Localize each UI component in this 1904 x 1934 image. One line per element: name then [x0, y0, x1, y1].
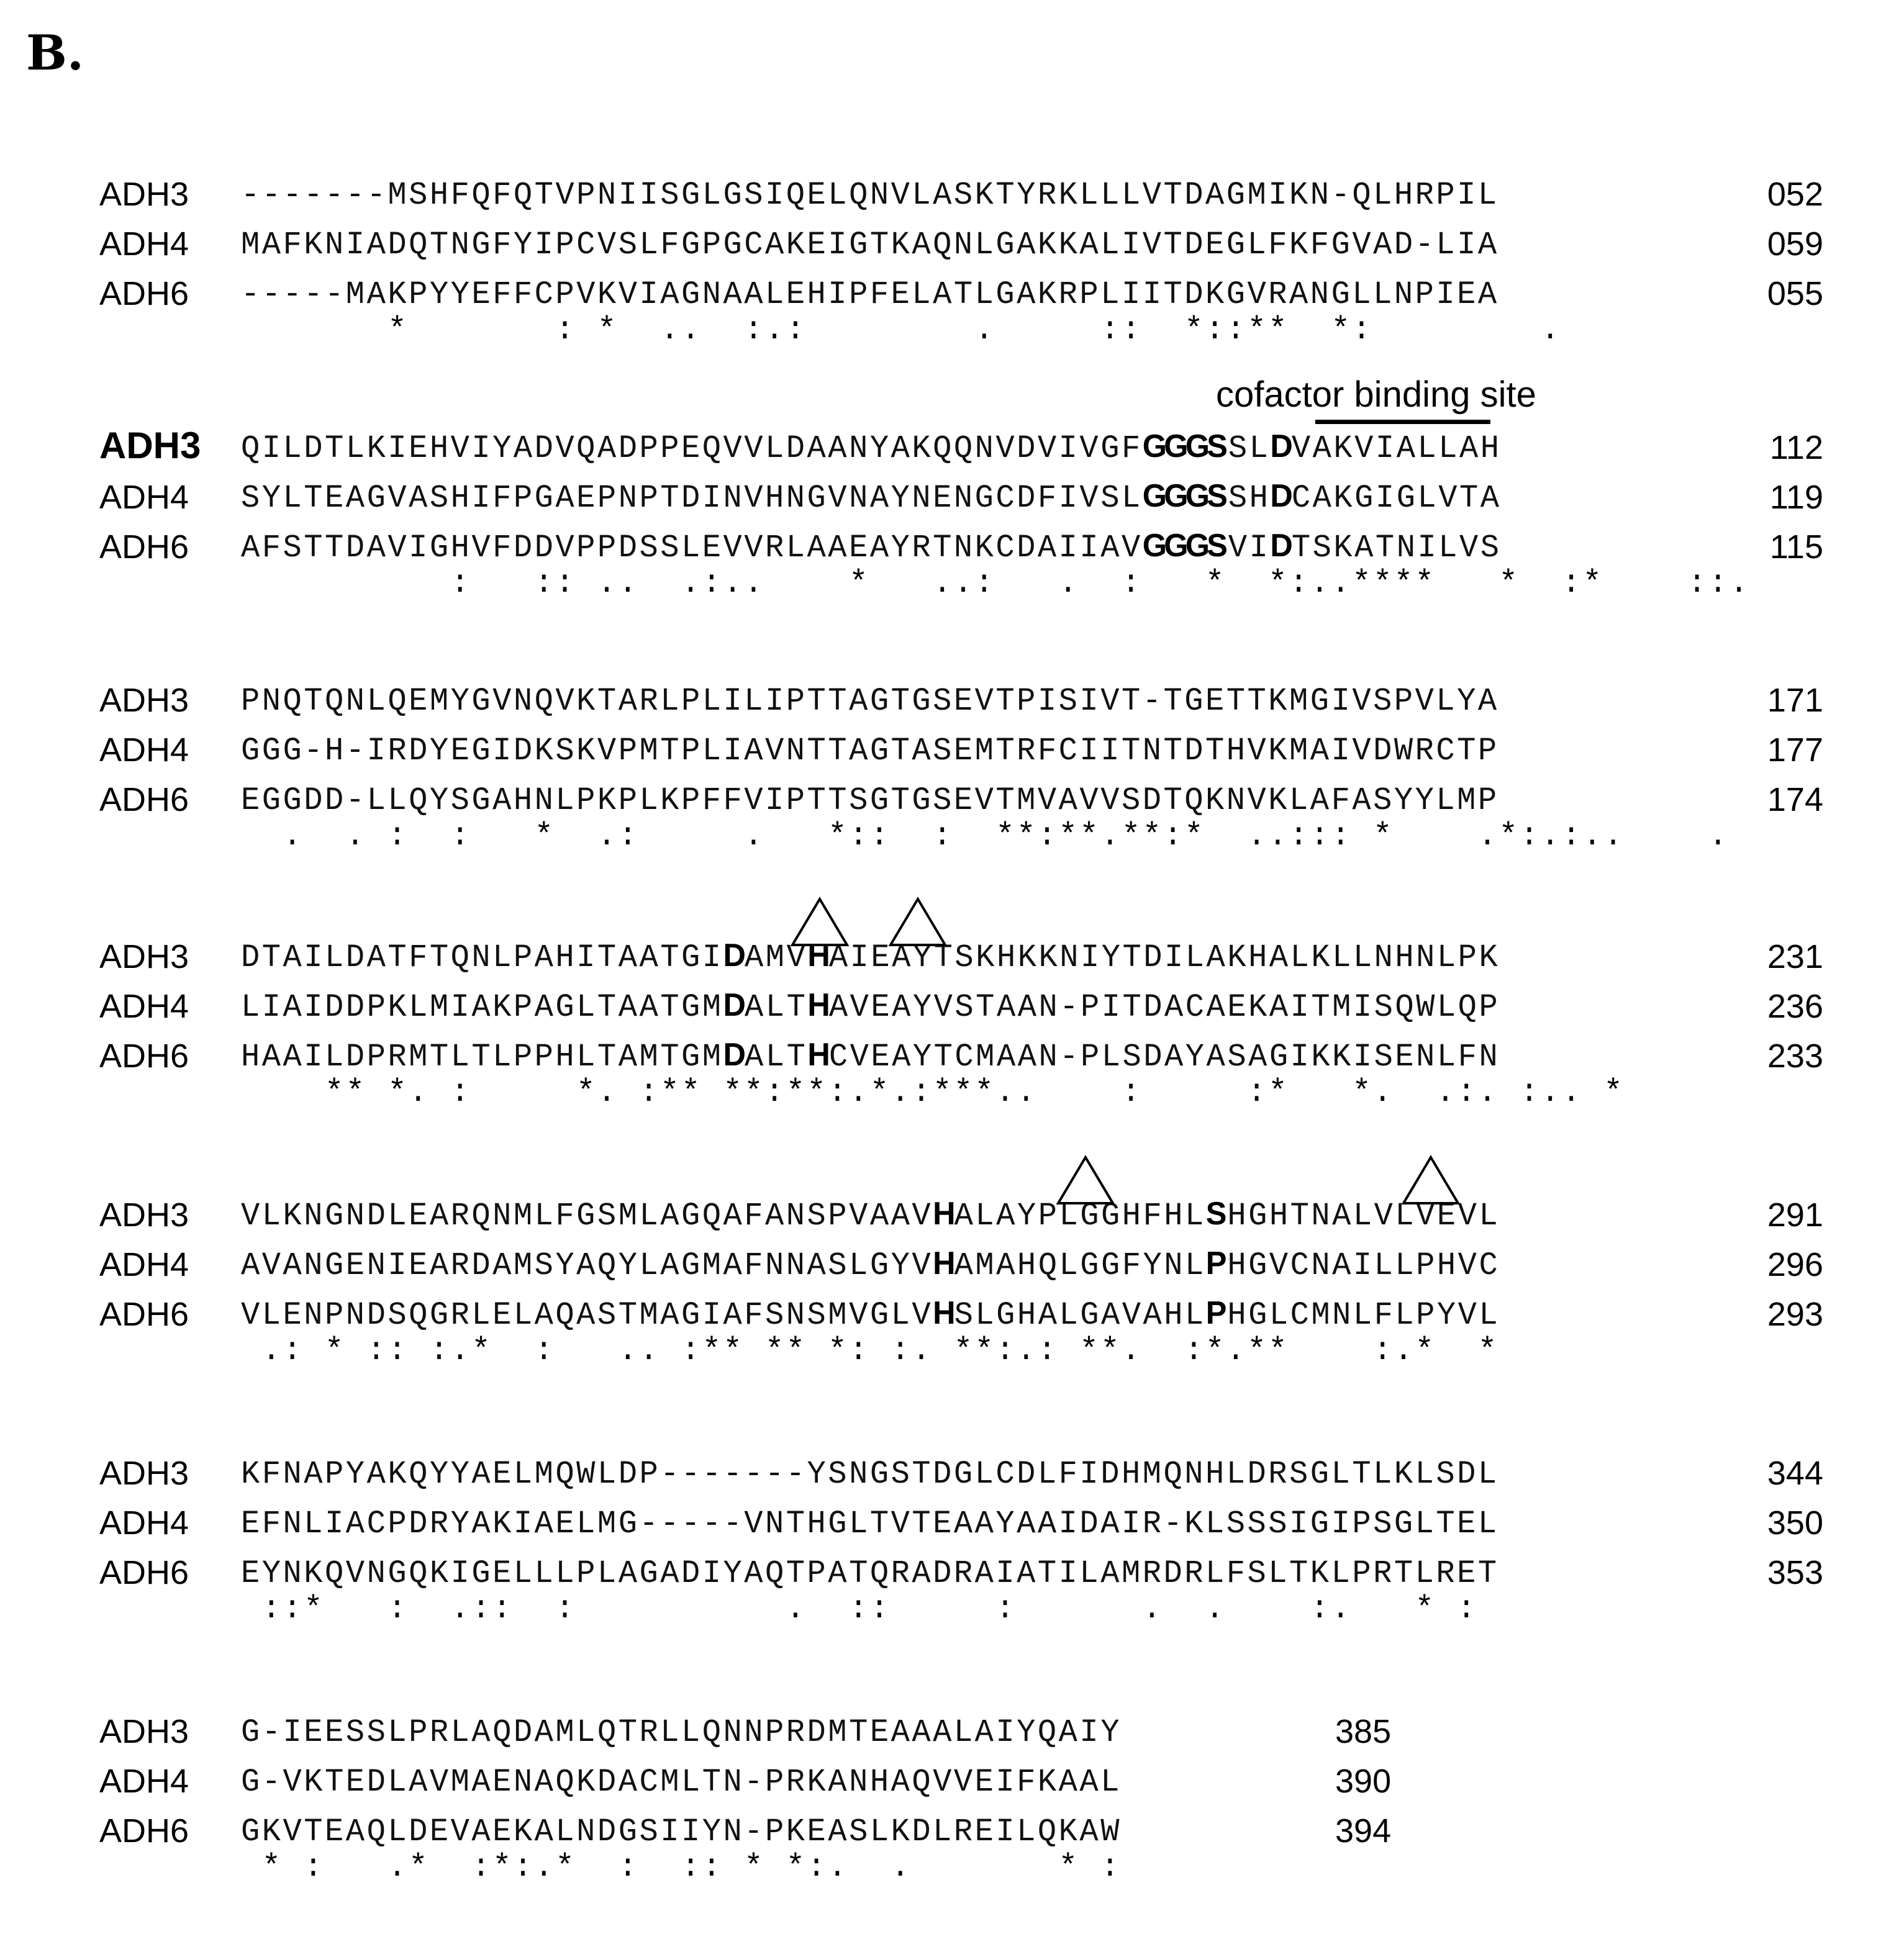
sequence-name: ADH6	[99, 1812, 189, 1850]
residue-position: 231	[1767, 938, 1823, 975]
alignment-row	[0, 723, 1904, 773]
residue-position: 296	[1767, 1246, 1823, 1283]
sequence-name: ADH6	[99, 1554, 189, 1591]
sequence-name: ADH6	[99, 1296, 189, 1333]
active-site-marker-h3	[1401, 1155, 1461, 1206]
sequence-residues: -------MSHFQFQTVPNIISGLGSIQELQNVLASKTYRKLLLVTDAGMIKN-QLHRPIL	[241, 177, 1499, 214]
alignment-row	[0, 773, 1904, 823]
alignment-row	[0, 1546, 1904, 1596]
sequence-residues: SYLTEAGVASHIFPGAEPNPTDINVHNGVNAYNENGCDFIVSLGGGSSHDCAKGIGLVTA	[241, 478, 1502, 517]
sequence-residues: GKVTEAQLDEVAEKALNDGSIIYN-PKEASLKDLREILQKAW	[241, 1814, 1122, 1850]
residue-position: 112	[1769, 429, 1823, 466]
residue-position: 390	[1335, 1763, 1392, 1800]
sequence-residues: G-IEESSLPRLAQDAMLQTRLLQNNPRDMTEAAALAIYQAIY	[241, 1714, 1122, 1751]
residue-position: 174	[1767, 781, 1823, 818]
sequence-name: ADH3	[99, 1713, 189, 1750]
residue-position: 055	[1767, 275, 1823, 312]
panel-label: B.	[26, 25, 84, 81]
sequence-name: ADH4	[99, 988, 189, 1025]
residue-position: 353	[1767, 1554, 1823, 1591]
consensus-line: .: * :: :.* : .. :** ** *: :. **:.: **. :*.** :.* *	[241, 1332, 1499, 1369]
consensus-line: * : .* :*:.* : :: * *:. . * :	[241, 1849, 1122, 1886]
alignment-row	[0, 421, 1904, 471]
sequence-name: ADH3	[99, 425, 201, 466]
residue-position: 115	[1769, 528, 1823, 566]
sequence-name: ADH6	[99, 275, 189, 312]
sequence-residues: EYNKQVNGQKIGELLLPLAGADIYAQTPATQRADRAIATILAMRDRLFSLTKLPRTLRET	[241, 1555, 1499, 1592]
sequence-residues: EFNLIACPDRYAKIAELMG-----VNTHGLTVTEAAYAAIDAIR-KLSSSIGIPSGLTEL	[241, 1506, 1499, 1542]
sequence-name: ADH3	[99, 1196, 189, 1234]
sequence-name: ADH4	[99, 479, 189, 516]
residue-position: 177	[1767, 731, 1823, 769]
residue-position: 394	[1335, 1812, 1392, 1850]
alignment-row	[0, 1705, 1904, 1755]
sequence-residues: DTAILDATFTQNLPAHITAATGIDAMVHAIEAYTSKHKKNIYTDILAKHALKLLNHNLPK	[241, 938, 1500, 976]
alignment-row	[0, 217, 1904, 267]
alignment-row	[0, 1238, 1904, 1288]
alignment-row	[0, 520, 1904, 570]
sequence-name: ADH4	[99, 225, 189, 263]
residue-position: 171	[1767, 682, 1823, 719]
sequence-name: ADH6	[99, 1037, 189, 1075]
alignment-row	[0, 930, 1904, 980]
active-site-marker-h1	[888, 897, 948, 947]
residue-position: 344	[1767, 1455, 1823, 1492]
residue-position: 293	[1767, 1296, 1823, 1333]
sequence-residues: QILDTLKIEHVIYADVQADPPEQVVLDAANYAKQQNVDVIVGFGGGSSLDVAKVIALLAH	[241, 428, 1502, 467]
alignment-row	[0, 1804, 1904, 1854]
cofactor-binding-site-label: cofactor binding site	[1216, 374, 1536, 415]
alignment-row	[0, 1447, 1904, 1496]
sequence-residues: G-VKTEDLAVMAENAQKDACMLTN-PRKANHAQVVEIFKAAL	[241, 1764, 1122, 1801]
sequence-name: ADH3	[99, 176, 189, 213]
alignment-row	[0, 1755, 1904, 1804]
sequence-name: ADH6	[99, 781, 189, 818]
consensus-line: ::* : .:: : . :: : . . :. * :	[241, 1591, 1478, 1627]
residue-position: 059	[1767, 225, 1823, 263]
consensus-line: * : * .. :.: . :: *::** *: .	[241, 312, 1562, 348]
sequence-name: ADH4	[99, 731, 189, 769]
consensus-line: : :: .. .:.. * ..: . : * *:..**** * :* ::.	[241, 565, 1751, 602]
residue-position: 236	[1767, 988, 1823, 1025]
alignment-row	[0, 471, 1904, 520]
sequence-name: ADH3	[99, 938, 189, 975]
sequence-residues: VLENPNDSQGRLELAQASTMAGIAFSNSMVGLVHSLGHALGAVAHLPHGLCMNLFLPYVL	[241, 1295, 1500, 1334]
alignment-row	[0, 1496, 1904, 1546]
consensus-line: . . : : * .: . *:: : **:**.**:* ..::: * .*:.:.. .	[241, 818, 1730, 854]
active-site-marker-h2	[1056, 1155, 1115, 1206]
alignment-row	[0, 1029, 1904, 1079]
alignment-row	[0, 168, 1904, 217]
sequence-name: ADH6	[99, 528, 189, 566]
sequence-name: ADH4	[99, 1763, 189, 1800]
residue-position: 291	[1767, 1196, 1823, 1234]
cofactor-binding-site-underline	[1315, 420, 1490, 424]
alignment-row	[0, 267, 1904, 317]
sequence-name: ADH4	[99, 1246, 189, 1283]
sequence-residues: VLKNGNDLEARQNMLFGSMLAGQAFANSPVAAVHALAYPLGGHFHLSHGHTNALVLVEVL	[241, 1196, 1500, 1234]
sequence-residues: AFSTTDAVIGHVFDDVPPDSSLEVVRLAAEAYRTNKCDAIIAVGGGSVIDTSKATNILVS	[241, 528, 1502, 566]
sequence-residues: EGGDD-LLQYSGAHNLPKPLKPFFVIPTTSGTGSEVTMVAVVSDTQKNVKLAFASYYLMP	[241, 782, 1499, 819]
alignment-row	[0, 1288, 1904, 1337]
sequence-residues: -----MAKPYYEFFCPVKVIAGNAALEHIPFELATLGAKRPLIITDKGVRANGLLNPIEA	[241, 276, 1499, 313]
residue-position: 350	[1767, 1504, 1823, 1542]
residue-position: 233	[1767, 1037, 1823, 1075]
sequence-name: ADH4	[99, 1504, 189, 1542]
sequence-residues: AVANGENIEARDAMSYAQYLAGMAFNNASLGYVHAMAHQLGGFYNLPHGVCNAILLPHVC	[241, 1245, 1500, 1284]
residue-position: 119	[1769, 479, 1823, 516]
alignment-row	[0, 674, 1904, 723]
sequence-residues: MAFKNIADQTNGFYIPCVSLFGPGCAKEIGTKAQNLGAKKALIVTDEGLFKFGVAD-LIA	[241, 227, 1499, 263]
alignment-row	[0, 1188, 1904, 1238]
sequence-residues: KFNAPYAKQYYAELMQWLDP-------YSNGSTDGLCDLFIDHMQNHLDRSGLTLKLSDL	[241, 1456, 1499, 1493]
active-site-marker-d	[790, 897, 850, 947]
sequence-residues: PNQTQNLQEMYGVNQVKTARLPLILIPTTAGTGSEVTPISIVT-TGETTKMGIVSPVLYA	[241, 683, 1499, 720]
residue-position: 385	[1335, 1713, 1392, 1750]
sequence-residues: HAAILDPRMTLTLPPHLTAMTGMDALTHCVEAYTCMAAN-PLSDAYASAGIKKISENLFN	[241, 1037, 1500, 1075]
alignment-row	[0, 980, 1904, 1029]
sequence-name: ADH3	[99, 682, 189, 719]
residue-position: 052	[1767, 176, 1823, 213]
sequence-name: ADH3	[99, 1455, 189, 1492]
consensus-line: ** *. : *. :** **:**:.*.:***.. : :* *. .:. :.. *	[241, 1074, 1625, 1111]
sequence-residues: LIAIDDPKLMIAKPAGLTAATGMDALTHAVEAYVSTAAN-PITDACAEKAITMISQWLQP	[241, 987, 1500, 1026]
sequence-residues: GGG-H-IRDYEGIDKSKVPMTPLIAVNTTAGTASEMTRFCIITNTDTHVKMAIVDWRCTP	[241, 733, 1499, 769]
